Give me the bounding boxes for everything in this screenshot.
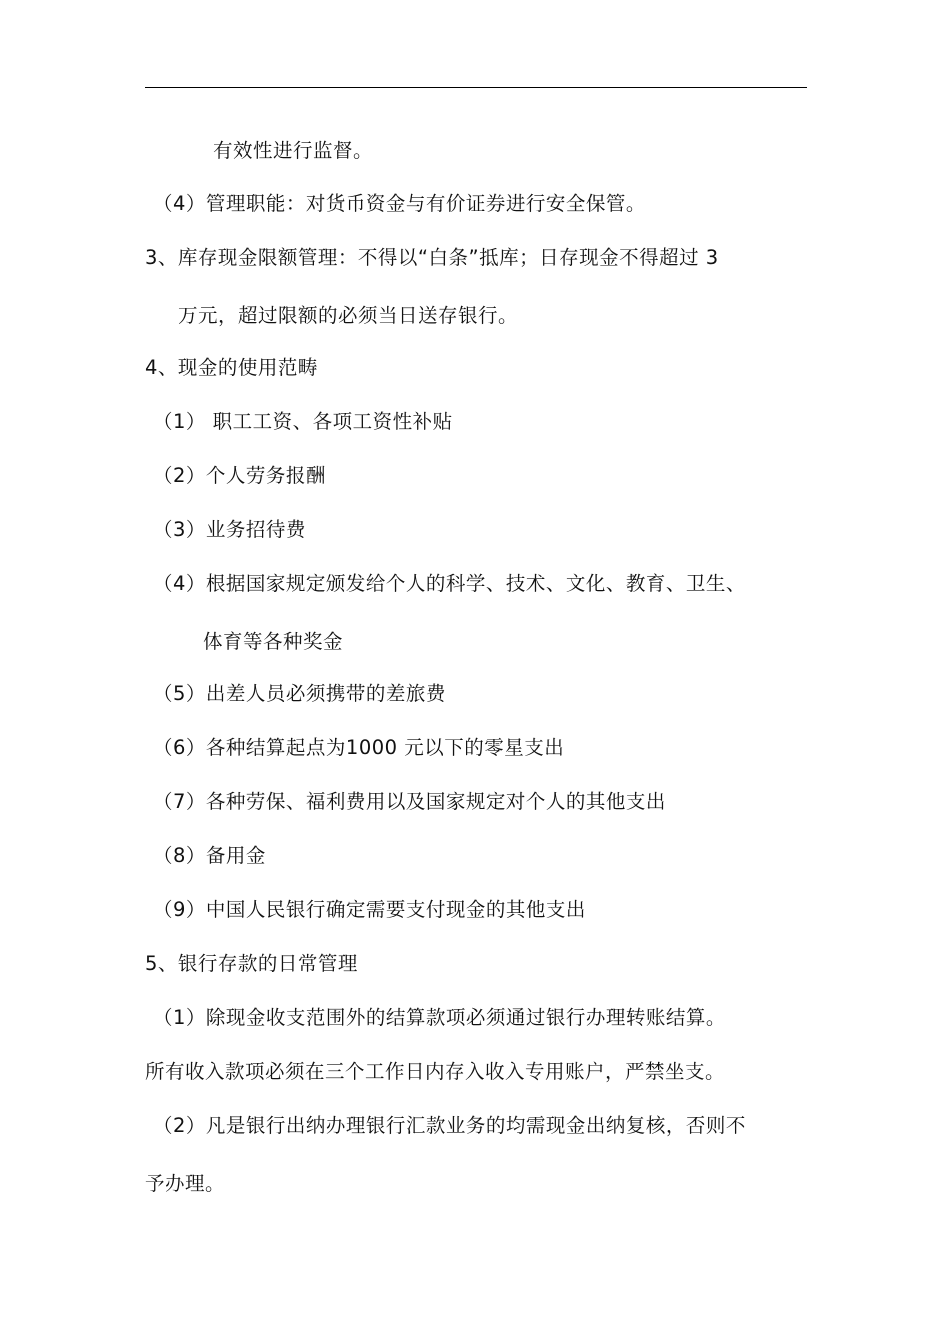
list-item-continuation: 予办理。	[145, 1172, 226, 1195]
list-item: （7）各种劳保、福利费用以及国家规定对个人的其他支出	[153, 790, 666, 813]
section-heading: 5、银行存款的日常管理	[145, 952, 358, 975]
list-item: （9）中国人民银行确定需要支付现金的其他支出	[153, 898, 586, 921]
header-rule	[145, 87, 807, 88]
text-line: 3、库存现金限额管理：不得以“白条”抵库；日存现金不得超过 3	[145, 246, 719, 269]
list-item: （1） 职工工资、各项工资性补贴	[153, 410, 453, 433]
list-item: （2）凡是银行出纳办理银行汇款业务的均需现金出纳复核，否则不	[153, 1114, 746, 1137]
list-item-continuation: 体育等各种奖金	[203, 630, 344, 653]
list-item: （1）除现金收支范围外的结算款项必须通过银行办理转账结算。	[153, 1006, 726, 1029]
list-item: （6）各种结算起点为1000 元以下的零星支出	[153, 736, 565, 759]
list-item: （8）备用金	[153, 844, 266, 867]
text-line: 万元，超过限额的必须当日送存银行。	[178, 304, 519, 327]
paragraph-line: 所有收入款项必须在三个工作日内存入收入专用账户，严禁坐支。	[145, 1060, 726, 1083]
text-line: （4）管理职能：对货币资金与有价证券进行安全保管。	[153, 192, 646, 215]
list-item: （5）出差人员必须携带的差旅费	[153, 682, 446, 705]
list-item: （2）个人劳务报酬	[153, 464, 326, 487]
list-item: （3）业务招待费	[153, 518, 306, 541]
text-line: 有效性进行监督。	[213, 139, 374, 162]
section-heading: 4、现金的使用范畴	[145, 356, 318, 379]
list-item: （4）根据国家规定颁发给个人的科学、技术、文化、教育、卫生、	[153, 572, 746, 595]
